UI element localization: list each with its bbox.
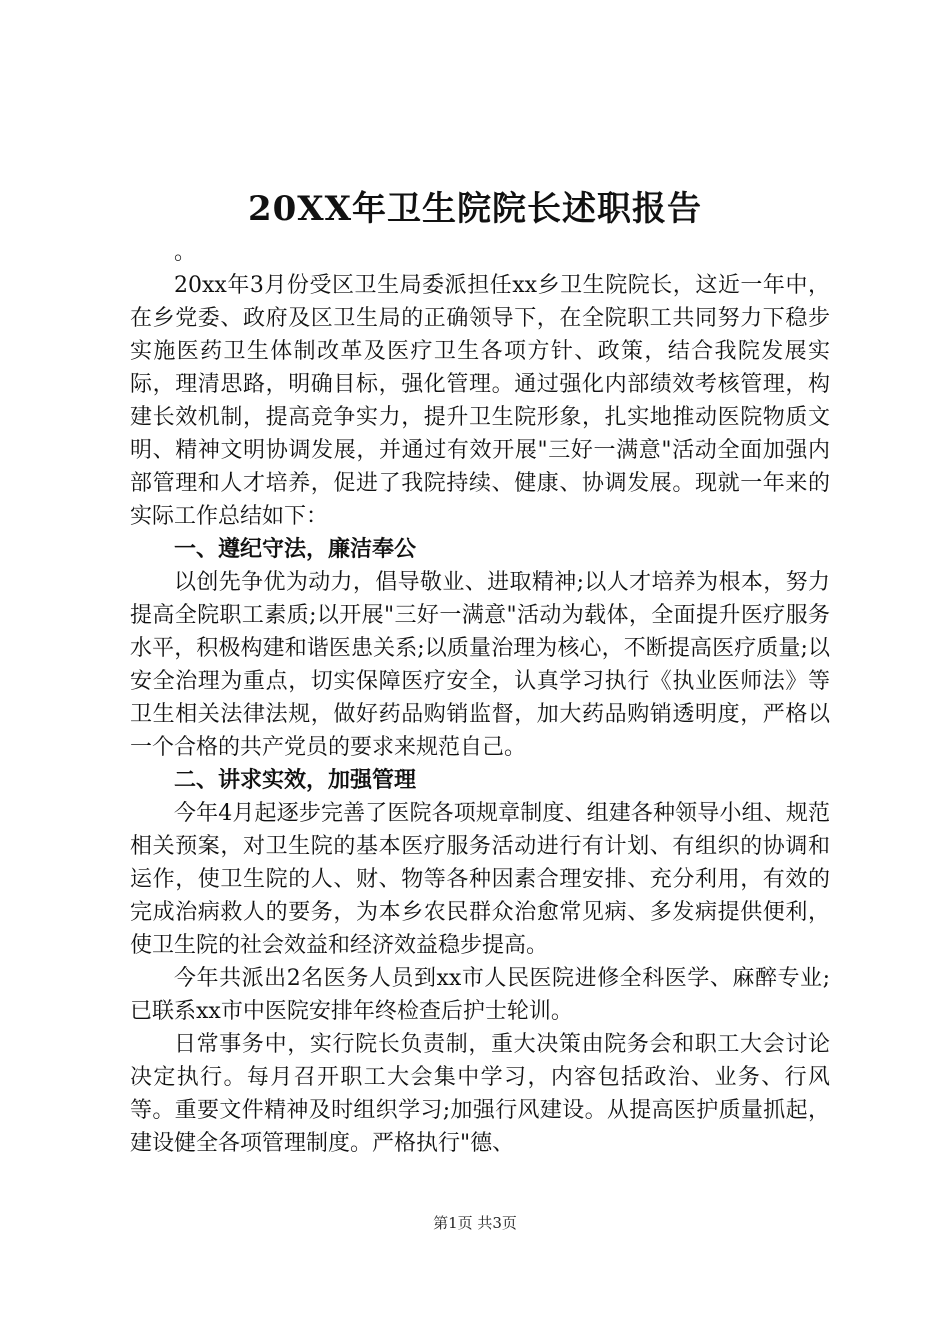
section1-heading: 一、遵纪守法，廉洁奉公 xyxy=(174,536,417,562)
section2-paragraph-3: 日常事务中，实行院长负责制，重大决策由院务会和职工大会讨论决定执行。每月召开职工大会集中学习，内容包括政治、业务、行风等。重要文件精神及时组织学习;加强行风建设。从提高医护质量抓起，建设健全各项管理制度。严格执行"德、 xyxy=(130,1032,830,1156)
section2-heading: 二、讲求实效，加强管理 xyxy=(174,767,417,793)
section1-paragraph: 以创先争优为动力，倡导敬业、进取精神;以人才培养为根本，努力提高全院职工素质;以开展"三好一满意"活动为载体，全面提升医疗服务水平，积极构建和谐医患关系;以质量治理为核心，不断提高医疗质量;以安全治理为重点，切实保障医疗安全，认真学习执行《执业医师法》等卫生相关法律法规，做好药品购销监督，加大药品购销透明度，严格以一个合格的共产党员的要求来规范自己。 xyxy=(130,570,830,760)
document-body xyxy=(130,236,830,1160)
opening-mark: 。 xyxy=(174,240,197,265)
page-footer: 第1页 共3页 xyxy=(433,1214,517,1232)
paragraph-intro: 20xx年3月份受区卫生局委派担任xx乡卫生院院长，这近一年中，在乡党委、政府及区卫生局的正确领导下，在全院职工共同努力下稳步实施医药卫生体制改革及医疗卫生各项方针、政策，结合我院发展实际，理清思路，明确目标，强化管理。通过强化内部绩效考核管理，构建长效机制，提高竞争实力，提升卫生院形象，扎实地推动医院物质文明、精神文明协调发展，并通过有效开展"三好一满意"活动全面加强内部管理和人才培养，促进了我院持续、健康、协调发展。现就一年来的实际工作总结如下： xyxy=(130,273,830,529)
section2-paragraph-1: 今年4月起逐步完善了医院各项规章制度、组建各种领导小组、规范相关预案，对卫生院的基本医疗服务活动进行有计划、有组织的协调和运作，使卫生院的人、财、物等各种因素合理安排、充分利用，有效的完成治病救人的要务，为本乡农民群众治愈常见病、多发病提供便利，使卫生院的社会效益和经济效益稳步提高。 xyxy=(130,801,830,958)
document-title: 20XX年卫生院院长述职报告 xyxy=(247,189,703,229)
section2-paragraph-2: 今年共派出2名医务人员到xx市人民医院进修全科医学、麻醉专业;已联系xx市中医院安排年终检查后护士轮训。 xyxy=(130,966,830,1024)
